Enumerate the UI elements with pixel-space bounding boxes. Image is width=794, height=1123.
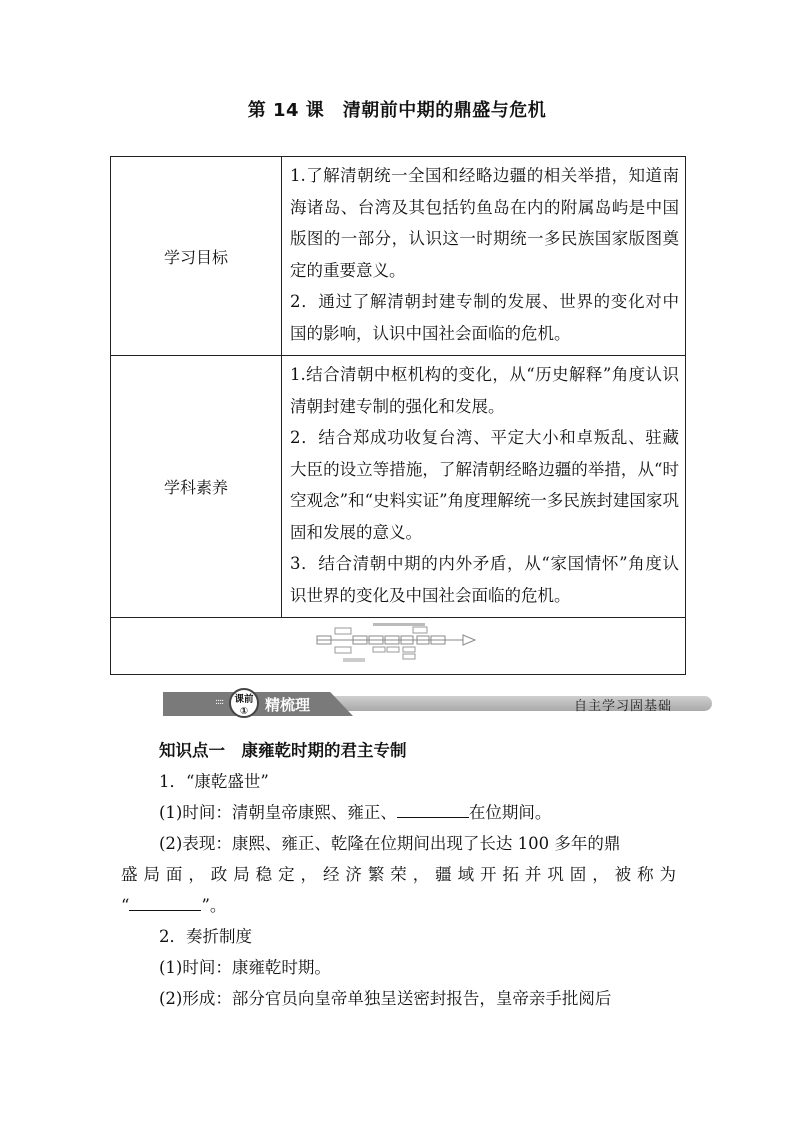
lesson-title: 第 14 课 清朝前中期的鼎盛与危机 [247, 100, 547, 121]
competency-content [282, 356, 686, 618]
goal-item: 2．通过了解清朝封建专制的发展、世界的变化对中国的影响，认识中国社会面临的危机。 [290, 292, 679, 343]
badge-bottom-text: ① [239, 706, 249, 717]
row-label-competency: 学科素养 [111, 356, 282, 618]
text-run: ”。 [201, 896, 227, 915]
badge-top-text: 课前 [234, 694, 254, 705]
table-row [111, 618, 686, 675]
competency-item: 1.结合清朝中枢机构的变化，从“历史解释”角度认识清朝封建专制的强化和发展。 [290, 365, 679, 416]
text-run: “ [121, 896, 130, 915]
paragraph [121, 797, 676, 828]
competency-item: 3．结合清朝中期的内外矛盾，从“家国情怀”角度认识世界的变化及中国社会面临的危机。 [290, 554, 679, 605]
table-row [111, 356, 686, 618]
concept-map-cell [111, 618, 686, 675]
paragraph: (2)表现：康熙、雍正、乾隆在位期间出现了长达 100 多年的鼎 [159, 834, 621, 853]
paragraph [121, 890, 676, 921]
paragraph: 盛局面，政局稳定，经济繁荣，疆域开拓并巩固，被称为 [121, 865, 676, 884]
paragraph: (2)形成：部分官员向皇帝单独呈送密封报告，皇帝亲手批阅后 [159, 989, 612, 1008]
text-run: (1)时间：清朝皇帝康熙、雍正、 [159, 803, 397, 822]
fill-in-blank [129, 894, 201, 912]
banner-title: 精梳理 [265, 696, 311, 714]
objectives-table [110, 156, 686, 675]
subheading: 1．“康乾盛世” [159, 772, 269, 791]
row-label-learning-goals: 学习目标 [111, 157, 282, 356]
goal-item: 1.了解清朝统一全国和经略边疆的相关举措，知道南海诸岛、台湾及其包括钓鱼岛在内的附属岛屿是中国版图的一部分，认识这一时期统一多民族国家版图奠定的重要意义。 [290, 166, 679, 280]
table-row [111, 157, 686, 356]
text-run: 在位期间。 [468, 803, 552, 822]
body-text [121, 735, 676, 1014]
competency-item: 2．结合郑成功收复台湾、平定大小和卓叛乱、驻藏大臣的设立等措施，了解清朝经略边疆的举措，从“时空观念”和“史料实证”角度理解统一多民族封建国家巩固和发展的意义。 [290, 428, 679, 542]
section-banner [163, 692, 712, 716]
banner-right-text: 自主学习固基础 [573, 699, 672, 714]
paragraph: (1)时间：康雍乾时期。 [159, 958, 331, 977]
learning-goals-content [282, 157, 686, 356]
subheading: 2．奏折制度 [159, 927, 252, 946]
dots-decoration-icon: :::: [215, 697, 224, 707]
knowledge-point-heading: 知识点一 康雍乾时期的君主专制 [159, 741, 407, 760]
concept-map-thumbnail [313, 622, 483, 666]
fill-in-blank [397, 801, 469, 819]
badge-circle [229, 688, 259, 718]
